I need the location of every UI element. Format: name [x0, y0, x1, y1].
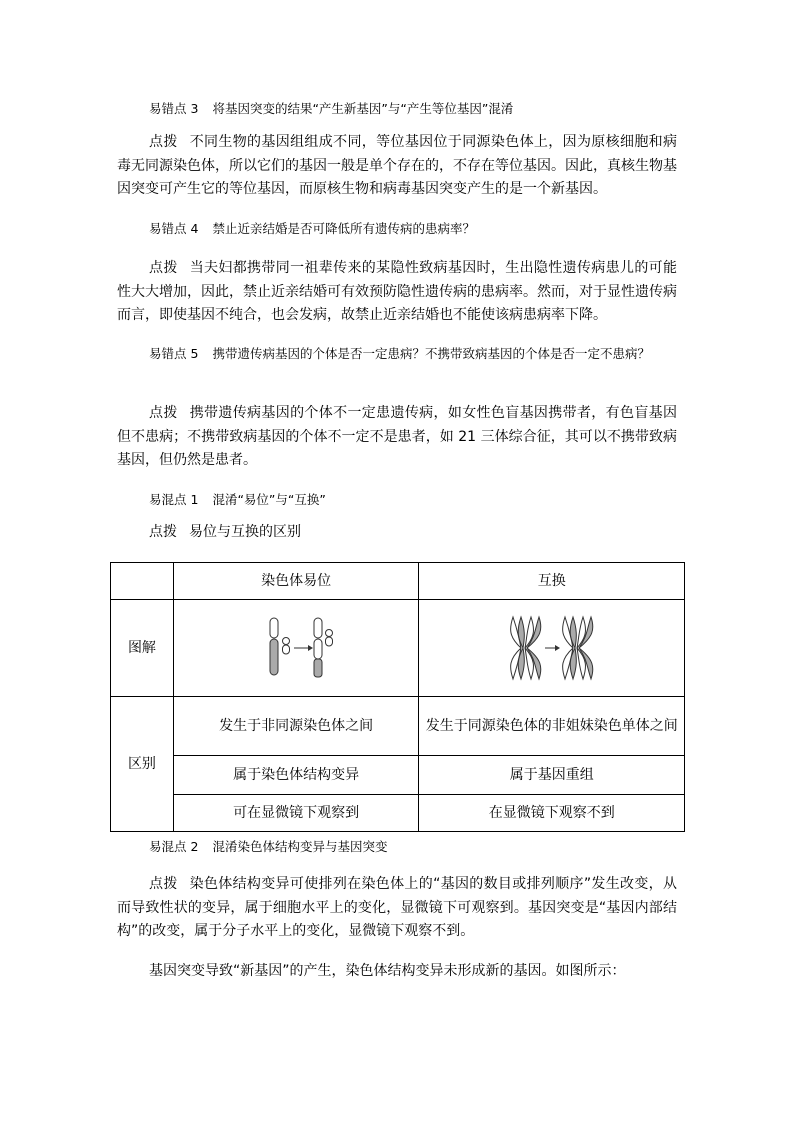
diff-translocation-2: 属于染色体结构变异	[173, 756, 419, 795]
diff-translocation-1: 发生于非同源染色体之间	[173, 697, 419, 756]
heading-num: 4	[190, 221, 199, 236]
error-point-3-heading	[117, 99, 677, 119]
error-point-3-tip	[117, 131, 677, 202]
confusion-point-1-heading	[117, 490, 677, 510]
heading-text: 将基因突变的结果“产生新基因”与“产生等位基因”混淆	[212, 101, 514, 116]
heading-text: 混淆染色体结构变异与基因突变	[212, 839, 388, 854]
table-row-diagram	[111, 600, 685, 697]
diff-crossing-over-2: 属于基因重组	[419, 756, 685, 795]
crossing-over-diagram	[507, 615, 597, 681]
tip-text: 不同生物的基因组组成不同，等位基因位于同源染色体上，因为原核细胞和病毒无同源染色体，所以它们的基因一般是单个存在的，不存在等位基因。因此，真核生物基因突变可产生它的等位基因，而原核生物和病毒基因突变产生的是一个新基因。	[117, 134, 677, 197]
header-translocation: 染色体易位	[173, 563, 419, 600]
heading-text: 禁止近亲结婚是否可降低所有遗传病的患病率？	[212, 221, 475, 236]
confusion-point-2-tip	[117, 873, 677, 944]
header-crossing-over: 互换	[419, 563, 685, 600]
tip-label: 点拨	[149, 260, 178, 276]
row-label-diagram: 图解	[111, 600, 174, 697]
table-row-diff-3	[111, 795, 685, 832]
heading-text: 携带遗传病基因的个体是否一定患病？不携带致病基因的个体是否一定不患病？	[212, 346, 650, 361]
tip-text: 携带遗传病基因的个体不一定患遗传病，如女性色盲基因携带者，有色盲基因但不患病；不携带致病基因的个体不一定不是患者，如 21 三体综合征，其可以不携带致病基因，但仍然是患者。	[117, 405, 677, 468]
table-header-row	[111, 563, 685, 600]
table-row-diff-2	[111, 756, 685, 795]
closing-text: 基因突变导致“新基因”的产生，染色体结构变异未形成新的基因。如图所示：	[149, 963, 626, 979]
comparison-table	[110, 562, 685, 832]
table-corner-cell	[111, 563, 174, 600]
closing-paragraph	[117, 960, 677, 984]
translocation-figure-cell	[173, 600, 419, 697]
error-point-5-tip	[117, 402, 677, 473]
row-label-difference: 区别	[111, 697, 174, 832]
tip-label: 点拨	[149, 524, 177, 540]
confusion-point-1-tip	[117, 521, 677, 545]
heading-text: 混淆“易位”与“互换”	[212, 492, 326, 507]
tip-text: 当夫妇都携带同一祖辈传来的某隐性致病基因时，生出隐性遗传病患儿的可能性大大增加，因此，禁止近亲结婚可有效预防隐性遗传病的患病率。然而，对于显性遗传病而言，即使基因不纯合，也会发病，故禁止近亲结婚也不能使该病患病率下降。	[117, 260, 677, 323]
table-row-diff-1	[111, 697, 685, 756]
translocation-diagram	[256, 616, 336, 680]
crossing-over-figure-cell	[419, 600, 685, 697]
tip-text: 染色体结构变异可使排列在染色体上的“基因的数目或排列顺序”发生改变，从而导致性状的变异，属于细胞水平上的变化，显微镜下可观察到。基因突变是“基因内部结构”的改变，属于分子水平上的变化，显微镜下观察不到。	[117, 876, 677, 939]
heading-label: 易混点	[149, 839, 187, 854]
heading-label: 易错点	[149, 346, 187, 361]
heading-label: 易混点	[149, 492, 187, 507]
heading-num: 3	[190, 101, 199, 116]
heading-label: 易错点	[149, 101, 187, 116]
diff-translocation-3: 可在显微镜下观察到	[173, 795, 419, 832]
heading-num: 1	[190, 492, 199, 507]
heading-num: 5	[190, 346, 199, 361]
tip-text: 易位与互换的区别	[189, 524, 301, 540]
diff-crossing-over-1: 发生于同源染色体的非姐妹染色单体之间	[419, 697, 685, 756]
confusion-point-2-heading	[117, 837, 677, 857]
tip-label: 点拨	[149, 405, 178, 421]
error-point-4-tip	[117, 257, 677, 328]
error-point-5-heading	[117, 342, 677, 366]
tip-label: 点拨	[149, 876, 178, 892]
heading-label: 易错点	[149, 221, 187, 236]
error-point-4-heading	[117, 219, 677, 239]
tip-label: 点拨	[149, 134, 178, 150]
diff-crossing-over-3: 在显微镜下观察不到	[419, 795, 685, 832]
heading-num: 2	[190, 839, 199, 854]
